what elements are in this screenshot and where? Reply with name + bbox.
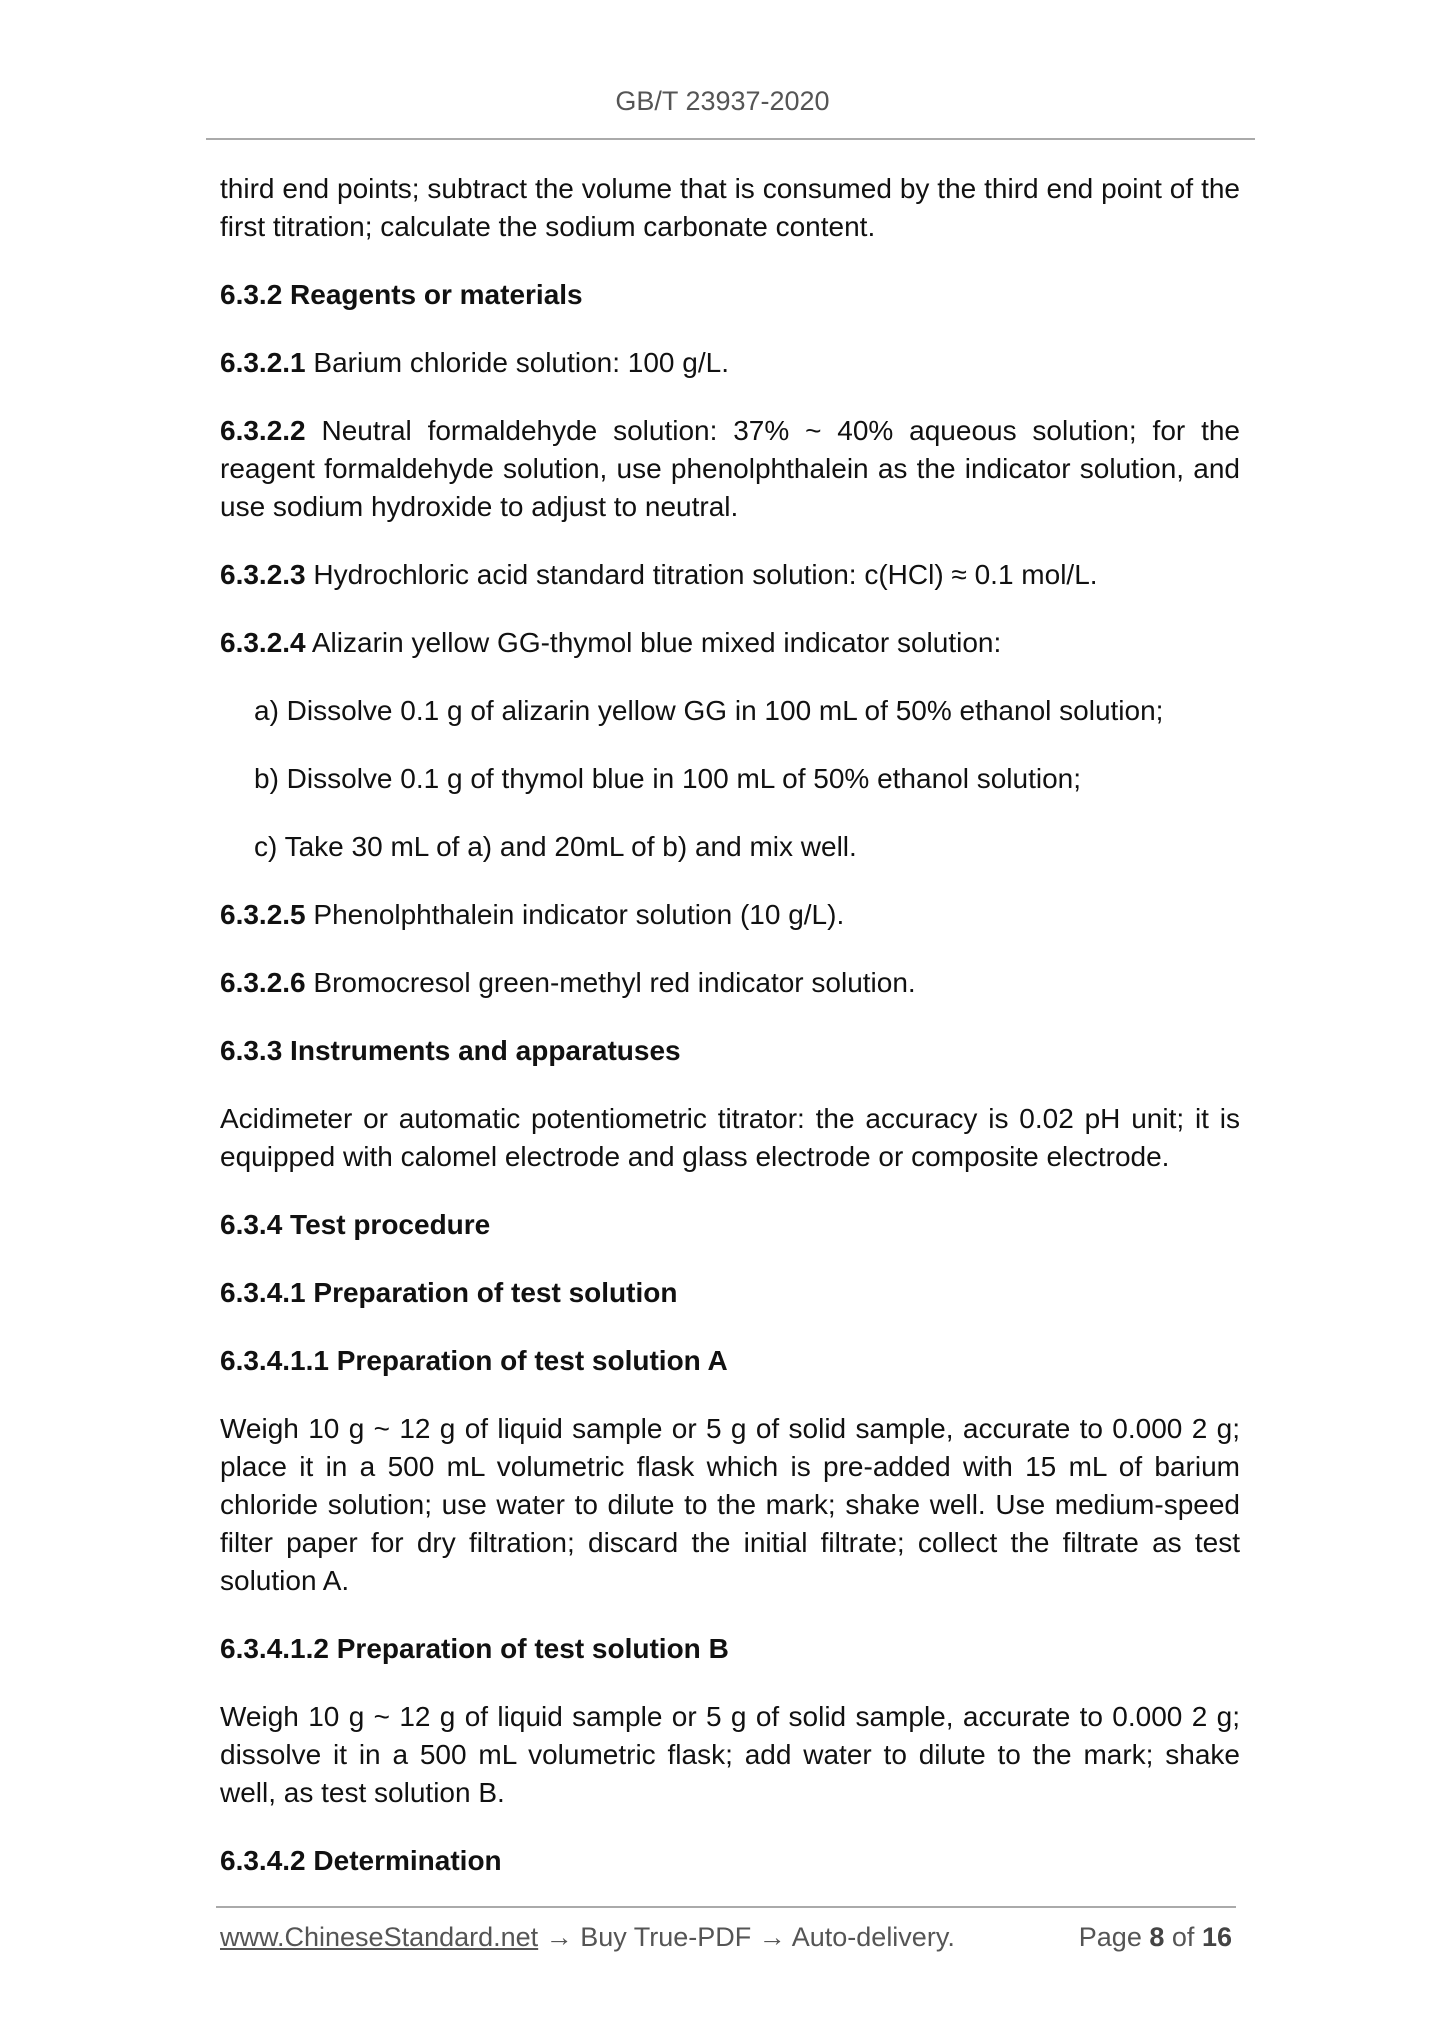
section-heading: 6.3.4.1 Preparation of test solution xyxy=(220,1277,678,1308)
clause-number: 6.3.2.2 xyxy=(220,415,306,446)
list-item: c) Take 30 mL of a) and 20mL of b) and mix well. xyxy=(254,831,857,862)
clause-number: 6.3.2.5 xyxy=(220,899,306,930)
list-item: a) Dissolve 0.1 g of alizarin yellow GG in 100 mL of 50% ethanol solution; xyxy=(254,695,1164,726)
section-heading: 6.3.4 Test procedure xyxy=(220,1209,491,1240)
paragraph: Weigh 10 g ~ 12 g of liquid sample or 5 g of solid sample, accurate to 0.000 2 g; place it in a 500 mL volumetric flask which is pre-added with 15 mL of barium chloride solution; use water to dilute to the mark; shake well. Use medium-speed filter paper for dry filtration; discard the initial filtrate; collect the filtrate as test solution A. xyxy=(220,1413,1240,1596)
footer-promo xyxy=(220,1922,955,1953)
clause-text: Barium chloride solution: 100 g/L. xyxy=(305,347,729,378)
document-header: GB/T 23937-2020 xyxy=(615,86,830,116)
clause xyxy=(220,344,1240,382)
clause-text: Neutral formaldehyde solution: 37% ~ 40% aqueous solution; for the reagent formaldehyde solution, use phenolphthalein as the indicator solution, and use sodium hydroxide to adjust to neutral. xyxy=(220,415,1240,522)
header-divider xyxy=(206,138,1255,140)
footer-divider xyxy=(216,1906,1236,1908)
clause xyxy=(220,624,1240,662)
clause xyxy=(220,896,1240,934)
clause xyxy=(220,556,1240,594)
website-link[interactable]: www.ChineseStandard.net xyxy=(220,1922,539,1952)
clause-number: 6.3.2.4 xyxy=(220,627,306,658)
section-heading: 6.3.4.1.2 Preparation of test solution B xyxy=(220,1633,729,1664)
clause-number: 6.3.2.1 xyxy=(220,347,306,378)
clause xyxy=(220,412,1240,526)
document-body xyxy=(220,170,1240,1910)
clause-text: Phenolphthalein indicator solution (10 g/L). xyxy=(305,899,845,930)
page-indicator: Page 8 of 16 xyxy=(1078,1922,1232,1952)
clause-number: 6.3.2.3 xyxy=(220,559,306,590)
paragraph: Weigh 10 g ~ 12 g of liquid sample or 5 g of solid sample, accurate to 0.000 2 g; dissolve it in a 500 mL volumetric flask; add water to dilute to the mark; shake well, as test solution B. xyxy=(220,1701,1240,1808)
list-item: b) Dissolve 0.1 g of thymol blue in 100 mL of 50% ethanol solution; xyxy=(254,763,1081,794)
clause-text: Alizarin yellow GG-thymol blue mixed indicator solution: xyxy=(305,627,1002,658)
total-pages: 16 xyxy=(1201,1922,1232,1952)
clause-number: 6.3.2.6 xyxy=(220,967,306,998)
clause xyxy=(220,964,1240,1002)
paragraph: Acidimeter or automatic potentiometric titrator: the accuracy is 0.02 pH unit; it is equipped with calomel electrode and glass electrode or composite electrode. xyxy=(220,1103,1240,1172)
current-page: 8 xyxy=(1149,1922,1165,1952)
paragraph: third end points; subtract the volume that is consumed by the third end point of the first titration; calculate the sodium carbonate content. xyxy=(220,173,1240,242)
section-heading: 6.3.4.1.1 Preparation of test solution A xyxy=(220,1345,728,1376)
section-heading: 6.3.3 Instruments and apparatuses xyxy=(220,1035,681,1066)
section-heading: 6.3.2 Reagents or materials xyxy=(220,279,583,310)
footer-tagline: → Buy True-PDF → Auto-delivery. xyxy=(538,1922,955,1952)
section-heading: 6.3.4.2 Determination xyxy=(220,1845,502,1876)
clause-text: Bromocresol green-methyl red indicator solution. xyxy=(305,967,916,998)
clause-text: Hydrochloric acid standard titration solution: c(HCl) ≈ 0.1 mol/L. xyxy=(305,559,1098,590)
document-footer xyxy=(220,1922,1232,1953)
